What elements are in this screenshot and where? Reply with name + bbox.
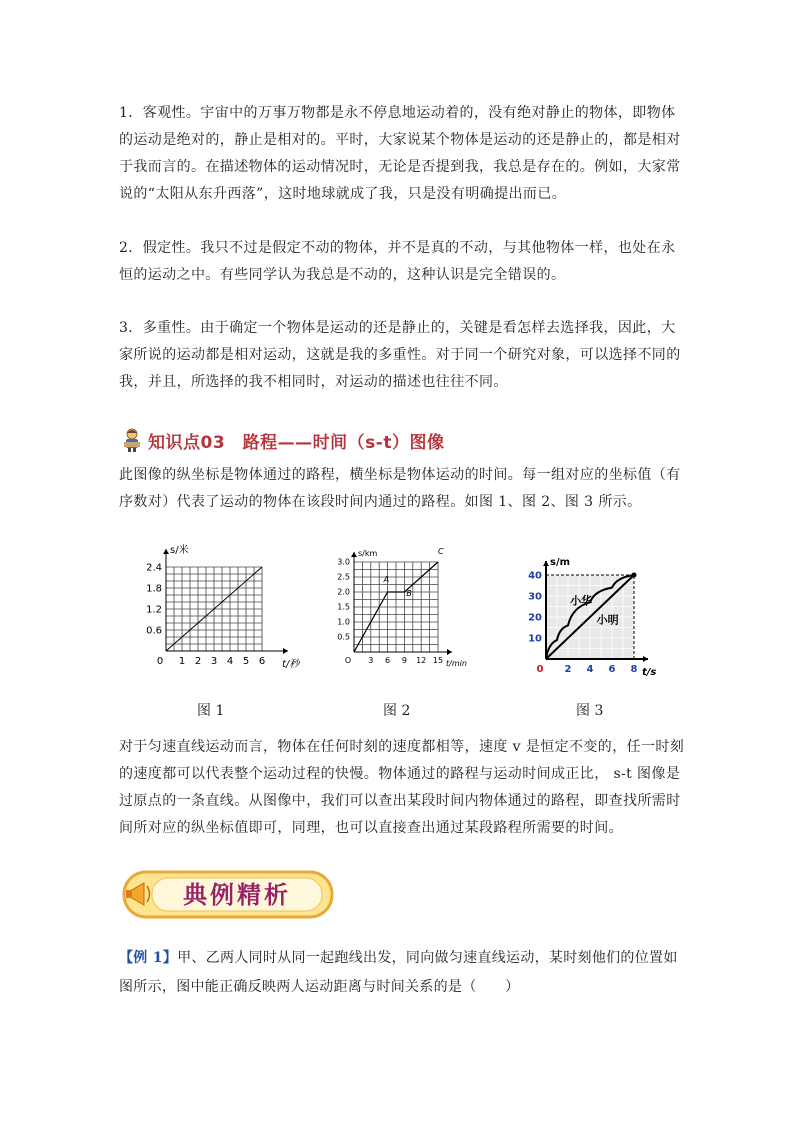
x-tick-label: 4 (586, 664, 594, 675)
end-point (632, 573, 637, 578)
y-axis-label: s/m (550, 557, 571, 568)
x-tick-label: 6 (608, 664, 616, 675)
x-axis-arrow (447, 649, 452, 655)
x-axis-label: t/s (642, 667, 657, 677)
x-tick-label: 12 (416, 656, 427, 665)
x-tick-label: 15 (432, 656, 444, 665)
x-axis-arrow (283, 648, 288, 654)
y-axis-label: s/米 (170, 545, 189, 556)
y-tick-label: 1.8 (146, 583, 162, 595)
x-tick-label: 8 (630, 664, 638, 675)
series-label-xiaohua: 小华 (570, 594, 593, 608)
point-label: B (406, 589, 412, 598)
y-tick-label: 2.5 (337, 572, 350, 582)
y-tick-label: 1.0 (337, 617, 350, 627)
point-label: C (438, 547, 444, 556)
paragraph-st-graph-intro: 此图像的纵坐标是物体通过的路程，横坐标是物体运动的时间。每一组对应的坐标值（有序数对）代表了运动的物体在该段时间内通过的路程。如图 1、图 2、图 3 所示。 (119, 467, 681, 510)
caption-figure-3: 图 3 (576, 703, 604, 719)
origin-label: 0 (156, 656, 164, 667)
example-banner (122, 869, 336, 921)
section-heading (122, 424, 444, 456)
x-axis-arrow (643, 656, 648, 662)
origin-label: 0 (536, 664, 544, 675)
chart-figure-1 (142, 540, 312, 675)
caption-figure-2: 图 2 (383, 703, 411, 719)
point-label: A (383, 575, 390, 584)
heading-text: 知识点03 路程——时间（s-t）图像 (148, 432, 445, 453)
x-axis-label: t/min (446, 659, 467, 668)
example-label: 【例 1】 (119, 950, 178, 966)
origin-label: O (344, 656, 352, 665)
x-tick-label: 3 (210, 656, 218, 667)
x-tick-label: 4 (226, 656, 234, 667)
paragraph-multiplicity: 3．多重性。由于确定一个物体是运动的还是静止的，关键是看怎样去选择我，因此，大家所说的运动都是相对运动，这就是我的多重性。对于同一个研究对象，可以选择不同的我，并且，所选择的我不相同时，对运动的描述也往往不同。 (119, 320, 681, 390)
y-axis-label: s/km (358, 549, 378, 558)
y-tick-label: 20 (528, 612, 542, 624)
y-tick-label: 2.4 (146, 562, 162, 574)
y-tick-label: 0.5 (337, 632, 350, 642)
chart-figure-2 (332, 540, 482, 675)
y-tick-label: 3.0 (337, 557, 350, 567)
y-tick-label: 30 (528, 591, 542, 603)
x-tick-label: 2 (564, 664, 572, 675)
y-axis-arrow (163, 549, 169, 554)
y-tick-label: 10 (528, 633, 542, 645)
x-tick-label: 9 (401, 656, 407, 665)
x-tick-label: 5 (242, 656, 250, 667)
example-1 (119, 944, 689, 1002)
x-tick-label: 2 (194, 656, 202, 667)
x-tick-label: 1 (178, 656, 186, 667)
example-text: 甲、乙两人同时从同一起跑线出发，同向做匀速直线运动，某时刻他们的位置如图所示，图中能正确反映两人运动距离与时间关系的是（ ） (119, 950, 678, 995)
series-label-xiaoming: 小明 (596, 613, 619, 627)
chart-figure-3 (518, 545, 666, 677)
caption-figure-1: 图 1 (197, 703, 225, 719)
y-axis-arrow (351, 552, 357, 557)
paragraph-assumption: 2．假定性。我只不过是假定不动的物体，并不是真的不动，与其他物体一样，也处在永恒的运动之中。有些同学认为我总是不动的，这种认识是完全错误的。 (119, 240, 676, 283)
y-tick-label: 1.5 (337, 602, 350, 612)
x-axis-label: t/秒 (282, 659, 300, 670)
y-tick-label: 2.0 (337, 587, 350, 597)
y-tick-label: 0.6 (146, 625, 162, 637)
y-tick-label: 40 (528, 570, 542, 582)
y-axis-arrow (543, 561, 549, 566)
paragraph-uniform-motion: 对于匀速直线运动而言，物体在任何时刻的速度都相等，速度 v 是恒定不变的，任一时刻的速度都可以代表整个运动过程的快慢。物体通过的路程与运动时间成正比， s-t 图像是过原点的一条直线。从图像中，我们可以查出某段时间内物体通过的路程，即查找所需时间所对应的纵坐标值即可，同理，也可以直接查出通过某段路程所需要的时间。 (119, 739, 685, 836)
teacher-icon (122, 428, 142, 452)
y-tick-label: 1.2 (146, 604, 162, 616)
x-tick-label: 3 (368, 656, 374, 665)
x-tick-label: 6 (385, 656, 391, 665)
paragraph-objectivity: 1．客观性。宇宙中的万事万物都是永不停息地运动着的，没有绝对静止的物体，即物体的运动是绝对的，静止是相对的。平时，大家说某个物体是运动的还是静止的，都是相对于我而言的。在描述物体的运动情况时，无论是否提到我，我总是存在的。例如，大家常说的“太阳从东升西落”，这时地球就成了我，只是没有明确提出而已。 (119, 105, 681, 202)
x-tick-label: 6 (258, 656, 266, 667)
banner-title: 典例精析 (183, 880, 291, 909)
